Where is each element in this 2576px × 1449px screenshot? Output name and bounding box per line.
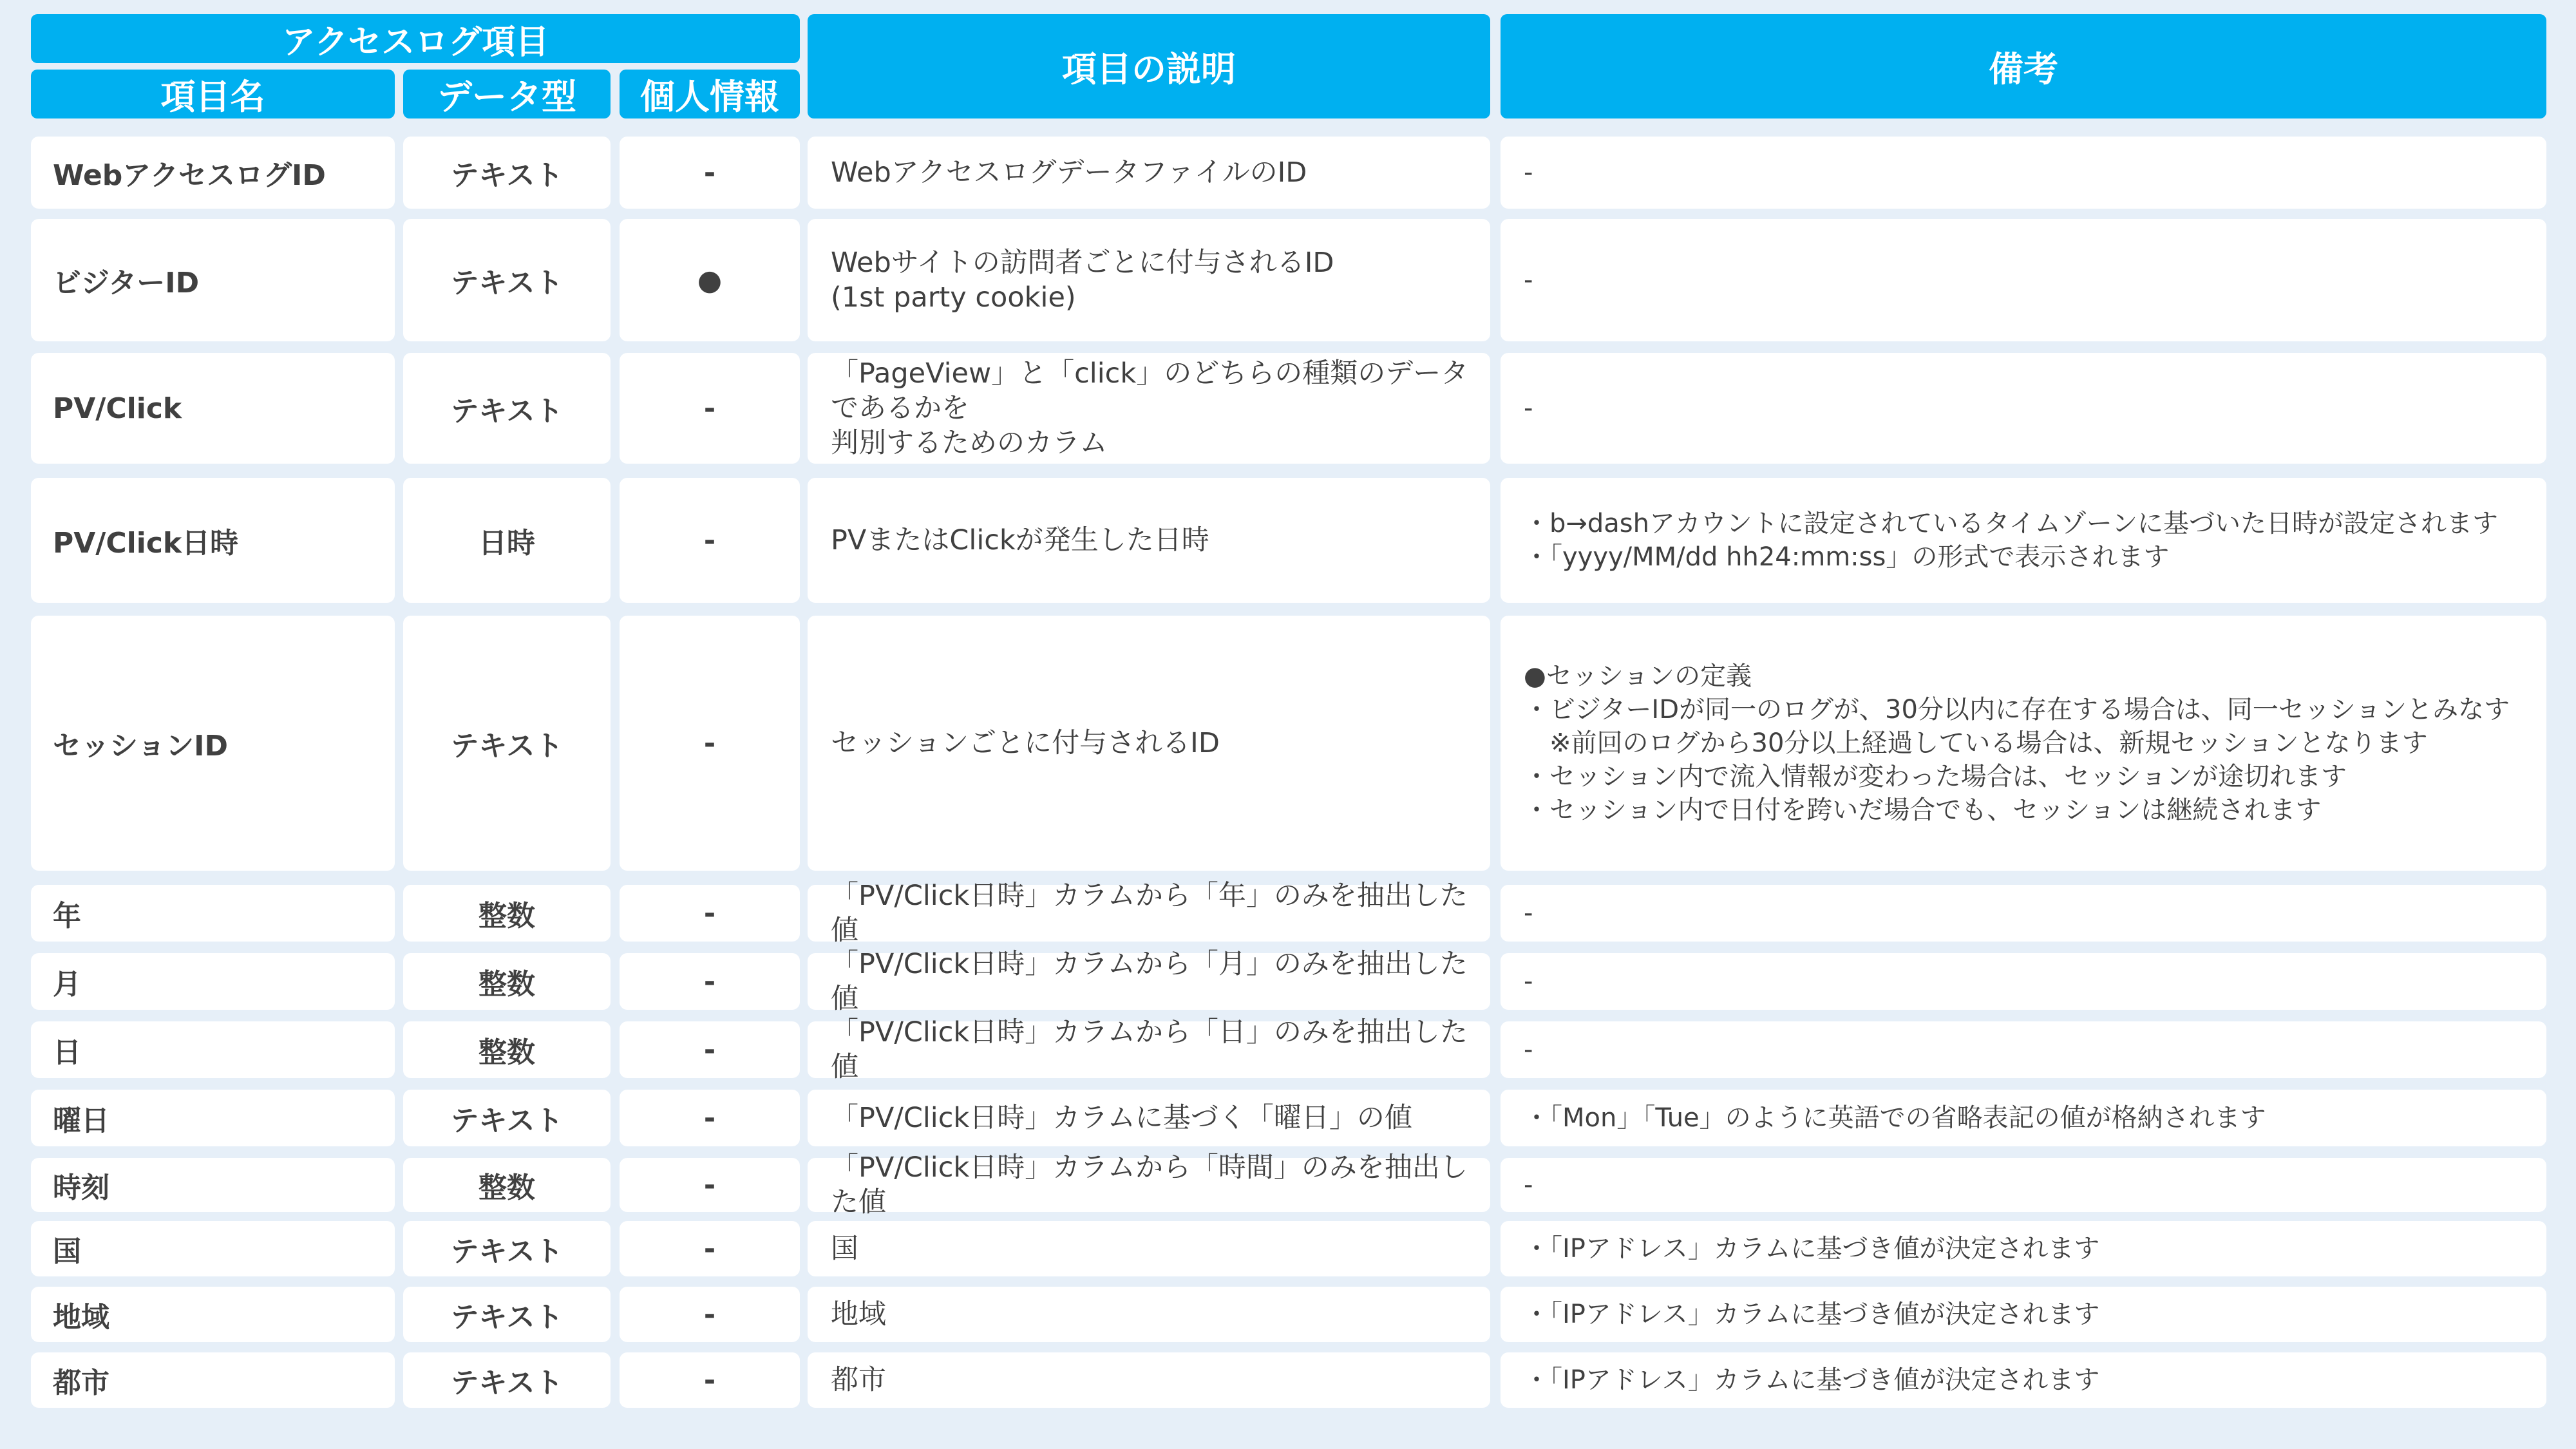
row-data-type: テキスト (403, 616, 611, 871)
row-data-type: テキスト (403, 219, 611, 341)
row-data-type: 整数 (403, 1158, 611, 1212)
row-data-type: 整数 (403, 885, 611, 942)
row-description: 都市 (808, 1352, 1490, 1408)
row-personal-info: - (620, 137, 800, 209)
row-note: ・「IPアドレス」カラムに基づき値が決定されます (1501, 1221, 2546, 1276)
row-item-name: PV/Click日時 (31, 478, 395, 603)
row-item-name: 日 (31, 1021, 395, 1078)
row-personal-info: - (620, 616, 800, 871)
row-description: 「PV/Click日時」カラムに基づく「曜日」の値 (808, 1090, 1490, 1146)
row-note: ・「IPアドレス」カラムに基づき値が決定されます (1501, 1352, 2546, 1408)
row-item-name: PV/Click (31, 353, 395, 464)
header-col-name: 項目名 (31, 70, 395, 118)
row-personal-info: - (620, 478, 800, 603)
row-description: 「PV/Click日時」カラムから「時間」のみを抽出した値 (808, 1158, 1490, 1212)
row-description: 「PageView」と「click」のどちらの種類のデータであるかを 判別するためのカラム (808, 353, 1490, 464)
row-data-type: テキスト (403, 353, 611, 464)
row-description: 「PV/Click日時」カラムから「月」のみを抽出した値 (808, 953, 1490, 1010)
row-data-type: 整数 (403, 953, 611, 1010)
row-data-type: テキスト (403, 1352, 611, 1408)
row-item-name: 時刻 (31, 1158, 395, 1212)
row-item-name: 都市 (31, 1352, 395, 1408)
header-col-desc: 項目の説明 (808, 14, 1490, 118)
row-item-name: 国 (31, 1221, 395, 1276)
row-note: - (1501, 953, 2546, 1010)
row-note: - (1501, 353, 2546, 464)
row-item-name: 地域 (31, 1287, 395, 1342)
row-item-name: 月 (31, 953, 395, 1010)
row-note: - (1501, 219, 2546, 341)
row-description: 「PV/Click日時」カラムから「日」のみを抽出した値 (808, 1021, 1490, 1078)
row-description: 地域 (808, 1287, 1490, 1342)
row-note: - (1501, 137, 2546, 209)
row-data-type: テキスト (403, 1221, 611, 1276)
row-item-name: 年 (31, 885, 395, 942)
row-description: 国 (808, 1221, 1490, 1276)
row-item-name: WebアクセスログID (31, 137, 395, 209)
row-data-type: テキスト (403, 137, 611, 209)
row-data-type: テキスト (403, 1090, 611, 1146)
row-item-name: 曜日 (31, 1090, 395, 1146)
row-note: - (1501, 885, 2546, 942)
row-note: ・「Mon」「Tue」のように英語での省略表記の値が格納されます (1501, 1090, 2546, 1146)
row-personal-info: ● (620, 219, 800, 341)
row-personal-info: - (620, 1021, 800, 1078)
header-col-note: 備考 (1501, 14, 2546, 118)
row-personal-info: - (620, 953, 800, 1010)
row-note: ・b→dashアカウントに設定されているタイムゾーンに基づいた日時が設定されます ・「yyyy/MM/dd hh24:mm:ss」の形式で表示されます (1501, 478, 2546, 603)
row-description: PVまたはClickが発生した日時 (808, 478, 1490, 603)
row-personal-info: - (620, 1287, 800, 1342)
row-description: Webサイトの訪問者ごとに付与されるID (1st party cookie) (808, 219, 1490, 341)
row-personal-info: - (620, 1221, 800, 1276)
row-note: ・「IPアドレス」カラムに基づき値が決定されます (1501, 1287, 2546, 1342)
row-data-type: 日時 (403, 478, 611, 603)
row-personal-info: - (620, 353, 800, 464)
row-personal-info: - (620, 1352, 800, 1408)
row-personal-info: - (620, 1158, 800, 1212)
row-note: ●セッションの定義 ・ビジターIDが同一のログが、30分以内に存在する場合は、同一セッションとみなす ※前回のログから30分以上経過している場合は、新規セッションとなります ・セッション内で流入情報が変わった場合は、セッションが途切れます ・セッション内で日付を跨いだ場合でも、セッションは継続されます (1501, 616, 2546, 871)
row-data-type: テキスト (403, 1287, 611, 1342)
row-data-type: 整数 (403, 1021, 611, 1078)
row-description: 「PV/Click日時」カラムから「年」のみを抽出した値 (808, 885, 1490, 942)
row-item-name: セッションID (31, 616, 395, 871)
row-item-name: ビジターID (31, 219, 395, 341)
header-col-type: データ型 (403, 70, 611, 118)
row-personal-info: - (620, 1090, 800, 1146)
header-col-personal: 個人情報 (620, 70, 800, 118)
row-description: セッションごとに付与されるID (808, 616, 1490, 871)
row-personal-info: - (620, 885, 800, 942)
row-description: WebアクセスログデータファイルのID (808, 137, 1490, 209)
row-note: - (1501, 1158, 2546, 1212)
row-note: - (1501, 1021, 2546, 1078)
header-access-log-items: アクセスログ項目 (31, 14, 800, 63)
